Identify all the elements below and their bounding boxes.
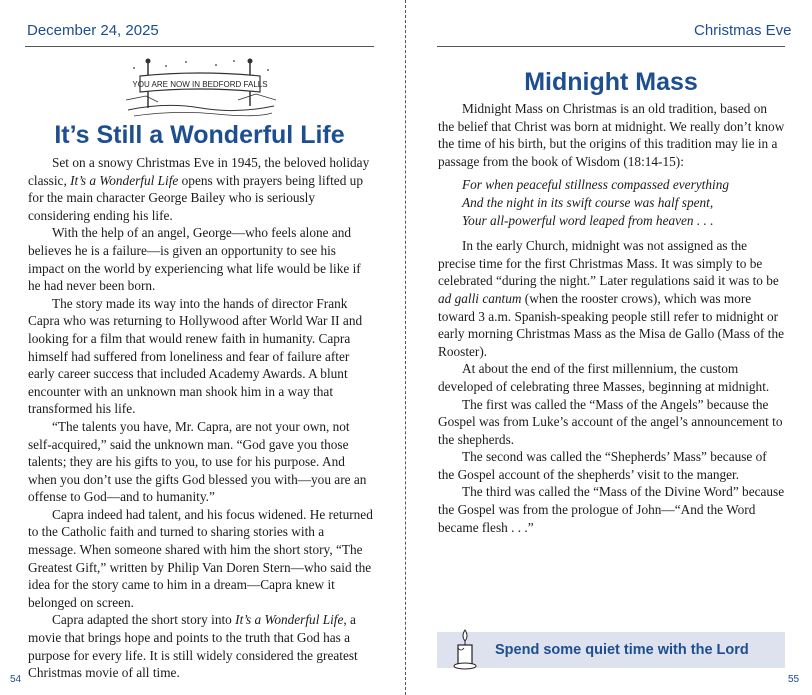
verse-line: For when peaceful stillness compassed everything — [462, 177, 729, 193]
banner-text: Spend some quiet time with the Lord — [495, 642, 749, 658]
body-paragraph: At about the end of the first millennium, the custom developed of celebrating three Masses, beginning at midnight. — [438, 361, 770, 394]
bedford-falls-sign-illustration — [126, 56, 276, 118]
reflection-banner — [437, 632, 785, 668]
page-number: 54 — [10, 674, 22, 685]
page-number: 55 — [788, 674, 800, 685]
candle-icon — [452, 628, 478, 670]
body-paragraph: The first was called the “Mass of the Angels” because the Gospel was from Luke’s account of the angel’s announcement to the shepherds. — [438, 396, 783, 447]
body-paragraph: The third was called the “Mass of the Divine Word” because the Gospel was from the prologue of John—“And the Word became flesh . . .” — [438, 484, 785, 535]
body-paragraph: “The talents you have, Mr. Capra, are not your own, not self-acquired,” said the unknown man. “God gave you those talents; they are his gifts to you, to use for his purpose. And when you don’t use the gifts God blessed you with—you are an offense to God—and to humanity.” — [28, 418, 367, 505]
verse-line: And the night in its swift course was half spent, — [462, 194, 714, 210]
article-title: It’s Still a Wonderful Life — [54, 121, 345, 149]
intro-paragraph: Midnight Mass on Christmas is an old tradition, based on the belief that Christ was born at midnight. We really don’t know the time of his birth, but the origins of this tradition may lie in a passage from the book of Wisdom (18:14-15): — [438, 101, 785, 169]
body-paragraph: Capra adapted the short story into It’s a Wonderful Life, a movie that brings hope and points to the truth that God has a purpose for every life. It is still widely considered the greatest Christmas movie of all time. — [28, 612, 358, 681]
header-section-label: Christmas Eve — [694, 22, 792, 39]
body-paragraph: The second was called the “Shepherds’ Mass” because of the Gospel account of the shepherds’ visit to the manger. — [438, 449, 767, 482]
page-divider — [405, 0, 406, 695]
article-body — [28, 154, 374, 682]
body-paragraph: The story made its way into the hands of director Frank Capra who was returning to Hollywood after World War II and looking for a film that would renew faith in humanity. Capra himself had suffered from loneliness and fear of failure after early career success that included Academy Awards. A blunt encounter with an unknown man shook him in a way that transformed his life. — [28, 295, 363, 417]
sign-text: YOU ARE NOW IN BEDFORD FALLS — [132, 80, 268, 89]
body-paragraph: Capra indeed had talent, and his focus widened. He returned to the Catholic faith and turned to sharing stories with a message. When someone shared with him the short story, “The Greatest Gift,” written by Philip Van Doren Stern—who said the idea for the story came to him in a dream—Capra knew it belonged on screen. — [28, 506, 373, 610]
header-date: December 24, 2025 — [27, 22, 159, 39]
header-rule — [25, 46, 374, 47]
header-rule — [437, 46, 785, 47]
article-paragraphs — [438, 237, 786, 536]
article-title: Midnight Mass — [524, 68, 698, 96]
left-page — [0, 0, 404, 695]
article-body — [438, 100, 786, 536]
body-paragraph: Set on a snowy Christmas Eve in 1945, the beloved holiday classic, It’s a Wonderful Life opens with prayers being lifted up for the main character George Bailey who is seriously considering ending his life. — [28, 155, 370, 223]
body-paragraph: With the help of an angel, George—who feels alone and believes he is a failure—is given an opportunity to see his impact on the world by experiencing what life would be like if he had never been born. — [28, 225, 361, 294]
scripture-verse — [462, 176, 786, 229]
verse-line: Your all-powerful word leaped from heaven . . . — [462, 212, 714, 228]
body-paragraph: In the early Church, midnight was not assigned as the precise time for the first Christmas Mass. It was simply to be celebrated “during the night.” Later regulations said it was to be ad galli cantum (when the rooster crows), which was more toward 3 a.m. Spanish-speaking people still refer to midnight or early morning Christmas Mass as the Misa de Gallo (Mass of the Rooster). — [438, 238, 785, 359]
